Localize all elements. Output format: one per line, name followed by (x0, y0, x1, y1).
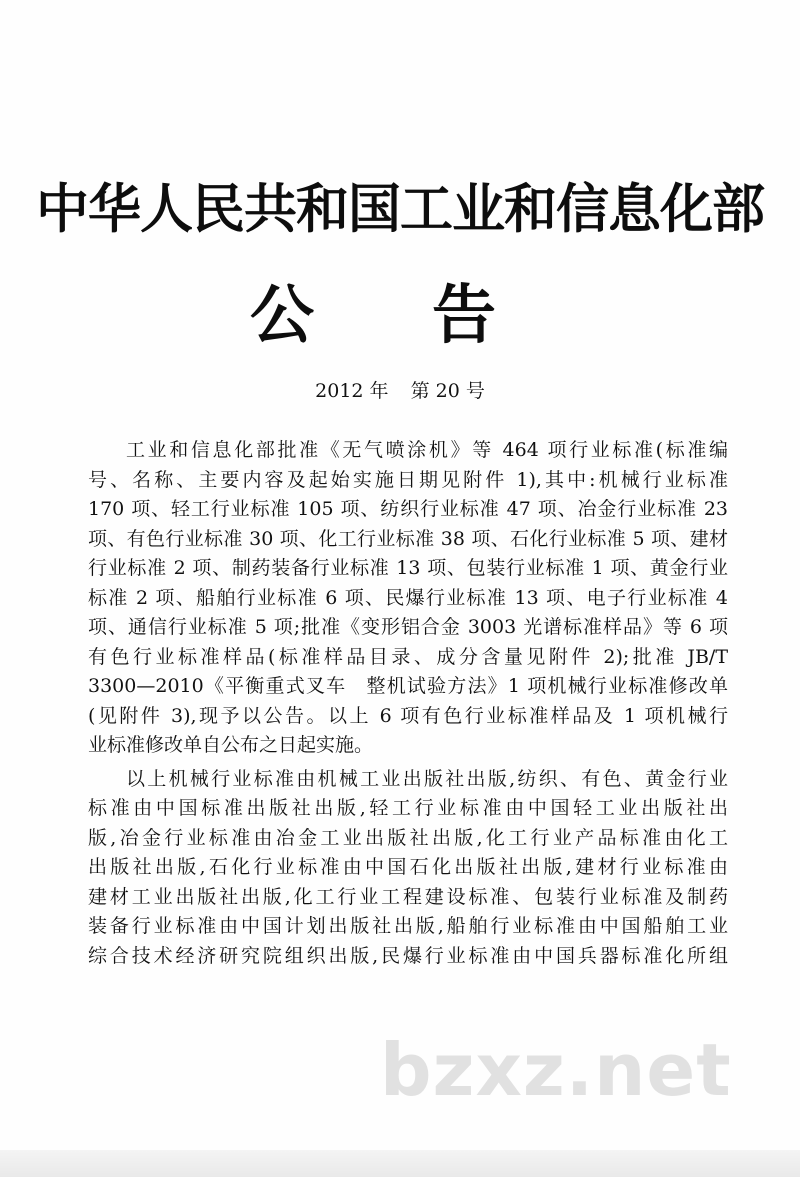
announcement-title-char-2: 告 (432, 279, 496, 353)
site-watermark: bzxz.net (380, 1028, 732, 1112)
paragraph-line: 工业和信息化部批准《无气喷涂机》等 464 项行业标准(标准编 (126, 439, 728, 461)
paragraph-line: (见附件 3),现予以公告。以上 6 项有色行业标准样品及 1 项机械行 (88, 704, 728, 727)
paragraph-line: 建材工业出版社出版,化工行业工程建设标准、包装行业标准及制药 (88, 885, 728, 908)
paragraph-1 (88, 436, 728, 761)
announcement-title-char-1: 公 (250, 279, 314, 353)
announcement-body (88, 436, 728, 971)
paragraph-line: 标准由中国标准出版社出版,轻工行业标准由中国轻工业出版社出 (88, 797, 728, 819)
paragraph-line: 行业标准 2 项、制药装备行业标准 13 项、包装行业标准 1 项、黄金行业 (88, 557, 728, 579)
announcement-title (0, 280, 800, 352)
paragraph-line: 业标准修改单自公布之日起实施。 (88, 734, 374, 756)
paragraph-line: 装备行业标准由中国计划出版社出版,船舶行业标准由中国船舶工业 (88, 915, 728, 937)
page-bottom-edge (0, 1150, 800, 1177)
paragraph-line: 3300—2010《平衡重式叉车 整机试验方法》1 项机械行业标准修改单 (88, 675, 728, 697)
paragraph-line: 标准 2 项、船舶行业标准 6 项、民爆行业标准 13 项、电子行业标准 4 (88, 586, 728, 609)
paragraph-line: 有色行业标准样品(标准样品目录、成分含量见附件 2);批准 JB/T (88, 645, 728, 668)
paragraph-line: 项、通信行业标准 5 项;批准《变形铝合金 3003 光谱标准样品》等 6 项 (88, 616, 728, 638)
document-year: 2012 年 (315, 380, 389, 402)
paragraph-line: 版,冶金行业标准由冶金工业出版社出版,化工行业产品标准由化工 (88, 826, 728, 849)
document-number (0, 378, 800, 404)
paragraph-line: 号、名称、主要内容及起始实施日期见附件 1),其中:机械行业标准 (88, 468, 728, 491)
paragraph-2 (88, 765, 728, 972)
paragraph-line: 170 项、轻工行业标准 105 项、纺织行业标准 47 项、冶金行业标准 23 (88, 498, 728, 520)
paragraph-line: 以上机械行业标准由机械工业出版社出版,纺织、有色、黄金行业 (126, 767, 728, 790)
paragraph-line: 综合技术经济研究院组织出版,民爆行业标准由中国兵器标准化所组 (88, 944, 728, 967)
ministry-title: 中华人民共和国工业和信息化部 (36, 179, 764, 240)
document-issue-number: 第 20 号 (410, 380, 485, 402)
paragraph-line: 项、有色行业标准 30 项、化工行业标准 38 项、石化行业标准 5 项、建材 (88, 527, 728, 550)
paragraph-line: 出版社出版,石化行业标准由中国石化出版社出版,建材行业标准由 (88, 856, 728, 878)
